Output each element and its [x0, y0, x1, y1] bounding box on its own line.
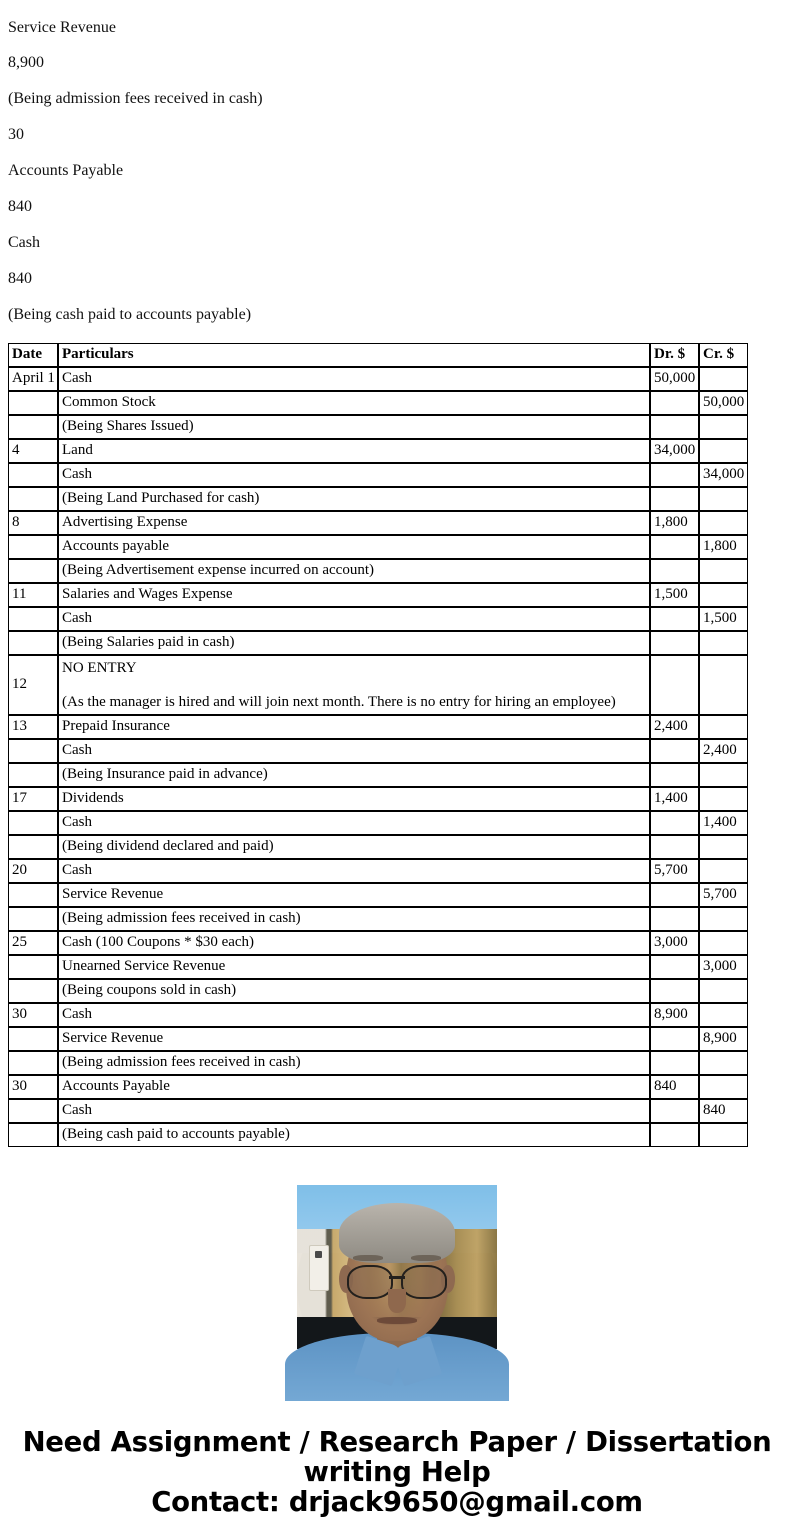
cell-credit [699, 655, 748, 715]
cell-particulars: (Being dividend declared and paid) [58, 835, 650, 859]
cell-debit [650, 1099, 699, 1123]
table-row [8, 715, 748, 739]
table-row [8, 955, 748, 979]
table-row [8, 1003, 748, 1027]
cell-particulars: Cash [58, 859, 650, 883]
cell-credit: 2,400 [699, 739, 748, 763]
cell-debit: 1,500 [650, 583, 699, 607]
avatar-mouth [377, 1317, 417, 1324]
cell-date [8, 559, 58, 583]
cell-date [8, 835, 58, 859]
cell-date: 11 [8, 583, 58, 607]
cell-debit: 8,900 [650, 1003, 699, 1027]
cell-credit [699, 367, 748, 391]
cell-particulars: (Being admission fees received in cash) [58, 907, 650, 931]
cell-debit [650, 631, 699, 655]
cell-debit: 2,400 [650, 715, 699, 739]
avatar-container [0, 1185, 794, 1385]
intro-line: Service Revenue [8, 18, 116, 36]
avatar-wall-switch [309, 1245, 329, 1291]
cell-credit [699, 931, 748, 955]
table-row [8, 763, 748, 787]
cell-debit: 840 [650, 1075, 699, 1099]
table-row [8, 607, 748, 631]
no-entry-note: (As the manager is hired and will join next month. There is no entry for hiring an employee) [62, 693, 616, 710]
cell-credit [699, 763, 748, 787]
table-row [8, 439, 748, 463]
cell-debit: 50,000 [650, 367, 699, 391]
cell-particulars: Service Revenue [58, 1027, 650, 1051]
cell-particulars: Cash [58, 1099, 650, 1123]
avatar-lens-left [347, 1265, 393, 1299]
cell-date: 25 [8, 931, 58, 955]
cell-date: 30 [8, 1003, 58, 1027]
cell-debit [650, 415, 699, 439]
table-row [8, 463, 748, 487]
avatar-eyebrow-left [353, 1255, 383, 1261]
cell-date [8, 487, 58, 511]
table-row [8, 583, 748, 607]
cell-credit [699, 859, 748, 883]
cell-date: 20 [8, 859, 58, 883]
cell-particulars: Service Revenue [58, 883, 650, 907]
cell-particulars: Cash [58, 367, 650, 391]
table-row [8, 1051, 748, 1075]
cell-debit [650, 607, 699, 631]
journal-entries-table [8, 343, 748, 1147]
intro-line: 840 [8, 197, 32, 215]
cell-debit: 3,000 [650, 931, 699, 955]
cell-date [8, 1051, 58, 1075]
intro-line: Cash [8, 233, 40, 251]
cell-particulars: (Being Land Purchased for cash) [58, 487, 650, 511]
table-row [8, 883, 748, 907]
cell-date [8, 391, 58, 415]
cell-debit [650, 955, 699, 979]
table-row [8, 931, 748, 955]
cell-date [8, 739, 58, 763]
cell-debit [650, 907, 699, 931]
avatar-lens-right [401, 1265, 447, 1299]
intro-text-block [0, 10, 794, 333]
table-row [8, 391, 748, 415]
cell-date: 30 [8, 1075, 58, 1099]
table-row [8, 739, 748, 763]
cell-debit: 1,400 [650, 787, 699, 811]
cell-particulars: (Being cash paid to accounts payable) [58, 1123, 650, 1147]
cell-particulars: Prepaid Insurance [58, 715, 650, 739]
cell-debit [650, 1027, 699, 1051]
column-header-particulars: Particulars [58, 343, 650, 367]
table-row [8, 907, 748, 931]
promo-line-1: Need Assignment / Research Paper / Dissertation writing Help [22, 1425, 772, 1488]
column-header-date: Date [8, 343, 58, 367]
journal-table-wrapper [0, 333, 794, 1147]
table-row [8, 535, 748, 559]
avatar-eyebrow-right [411, 1255, 441, 1261]
cell-particulars: Cash [58, 1003, 650, 1027]
cell-particulars: Cash (100 Coupons * $30 each) [58, 931, 650, 955]
table-row [8, 415, 748, 439]
cell-credit: 34,000 [699, 463, 748, 487]
cell-credit [699, 1123, 748, 1147]
table-row-no-entry [8, 655, 748, 715]
cell-credit [699, 583, 748, 607]
cell-date: 17 [8, 787, 58, 811]
cell-date [8, 535, 58, 559]
cell-credit [699, 979, 748, 1003]
table-row [8, 811, 748, 835]
table-row [8, 367, 748, 391]
cell-date: 13 [8, 715, 58, 739]
cell-date-value: 12 [12, 675, 27, 692]
cell-credit [699, 835, 748, 859]
avatar-hair [339, 1203, 455, 1263]
table-row [8, 511, 748, 535]
intro-line: 840 [8, 269, 32, 287]
cell-particulars: (Being Salaries paid in cash) [58, 631, 650, 655]
table-row [8, 859, 748, 883]
table-row [8, 787, 748, 811]
cell-credit: 5,700 [699, 883, 748, 907]
avatar-glasses-bridge [389, 1276, 405, 1279]
cell-credit [699, 511, 748, 535]
cell-particulars: (Being admission fees received in cash) [58, 1051, 650, 1075]
cell-particulars [58, 655, 650, 715]
cell-particulars: (Being Shares Issued) [58, 415, 650, 439]
no-entry-label: NO ENTRY [62, 659, 137, 676]
cell-credit [699, 415, 748, 439]
cell-credit [699, 715, 748, 739]
cell-debit [650, 391, 699, 415]
cell-credit [699, 1003, 748, 1027]
column-header-debit: Dr. $ [650, 343, 699, 367]
column-header-credit: Cr. $ [699, 343, 748, 367]
cell-credit [699, 631, 748, 655]
cell-date [8, 763, 58, 787]
table-header-row [8, 343, 748, 367]
journal-table-body [8, 367, 748, 1147]
cell-credit [699, 439, 748, 463]
cell-credit [699, 1051, 748, 1075]
cell-credit [699, 559, 748, 583]
table-row [8, 631, 748, 655]
clipped-top-fragment [0, 0, 794, 10]
cell-date [8, 631, 58, 655]
table-row [8, 1099, 748, 1123]
cell-date [8, 979, 58, 1003]
cell-credit: 50,000 [699, 391, 748, 415]
cell-credit: 8,900 [699, 1027, 748, 1051]
cell-debit [650, 1051, 699, 1075]
cell-date: 4 [8, 439, 58, 463]
cell-debit [650, 1123, 699, 1147]
cell-debit [650, 655, 699, 715]
promo-heading [0, 1427, 794, 1535]
cell-particulars: Cash [58, 739, 650, 763]
cell-credit: 1,400 [699, 811, 748, 835]
cell-date: April 1 [8, 367, 58, 391]
promo-line-2: Contact: drjack9650@gmail.com [151, 1485, 643, 1518]
cell-debit [650, 811, 699, 835]
cell-debit: 1,800 [650, 511, 699, 535]
cell-particulars: Cash [58, 811, 650, 835]
cell-debit [650, 883, 699, 907]
cell-particulars: Land [58, 439, 650, 463]
cell-particulars: Advertising Expense [58, 511, 650, 535]
table-row [8, 1027, 748, 1051]
cell-particulars: Accounts payable [58, 535, 650, 559]
cell-credit [699, 907, 748, 931]
cell-debit [650, 763, 699, 787]
cell-date [8, 655, 58, 715]
cell-credit: 3,000 [699, 955, 748, 979]
cell-credit: 1,500 [699, 607, 748, 631]
cell-debit: 5,700 [650, 859, 699, 883]
cell-debit [650, 835, 699, 859]
cell-credit: 840 [699, 1099, 748, 1123]
avatar-nose [388, 1289, 406, 1313]
cell-particulars: Common Stock [58, 391, 650, 415]
cell-credit [699, 1075, 748, 1099]
table-row [8, 487, 748, 511]
cell-debit: 34,000 [650, 439, 699, 463]
cell-particulars: Cash [58, 463, 650, 487]
intro-line: Accounts Payable [8, 162, 124, 179]
cell-date [8, 415, 58, 439]
intro-line: 8,900 [8, 54, 44, 72]
cell-credit [699, 487, 748, 511]
table-row [8, 1075, 748, 1099]
intro-line: 30 [8, 126, 24, 144]
cell-particulars: Salaries and Wages Expense [58, 583, 650, 607]
cell-debit [650, 487, 699, 511]
cell-date [8, 811, 58, 835]
cell-date [8, 1027, 58, 1051]
table-row [8, 979, 748, 1003]
cell-particulars: Dividends [58, 787, 650, 811]
table-row [8, 1123, 748, 1147]
intro-line: (Being admission fees received in cash) [8, 90, 263, 108]
cell-date [8, 1123, 58, 1147]
cell-date: 8 [8, 511, 58, 535]
cell-particulars: Accounts Payable [58, 1075, 650, 1099]
cell-debit [650, 463, 699, 487]
cell-date [8, 1099, 58, 1123]
cell-debit [650, 739, 699, 763]
cell-credit [699, 787, 748, 811]
avatar [297, 1185, 497, 1385]
cell-date [8, 955, 58, 979]
cell-date [8, 607, 58, 631]
intro-line: (Being cash paid to accounts payable) [8, 305, 252, 323]
cell-credit: 1,800 [699, 535, 748, 559]
table-row [8, 835, 748, 859]
cell-date [8, 907, 58, 931]
cell-particulars: (Being Advertisement expense incurred on account) [58, 559, 650, 583]
cell-date [8, 463, 58, 487]
cell-debit [650, 559, 699, 583]
cell-particulars: Cash [58, 607, 650, 631]
cell-date [8, 883, 58, 907]
cell-particulars: (Being Insurance paid in advance) [58, 763, 650, 787]
table-row [8, 559, 748, 583]
cell-particulars: Unearned Service Revenue [58, 955, 650, 979]
cell-particulars: (Being coupons sold in cash) [58, 979, 650, 1003]
cell-debit [650, 535, 699, 559]
cell-debit [650, 979, 699, 1003]
